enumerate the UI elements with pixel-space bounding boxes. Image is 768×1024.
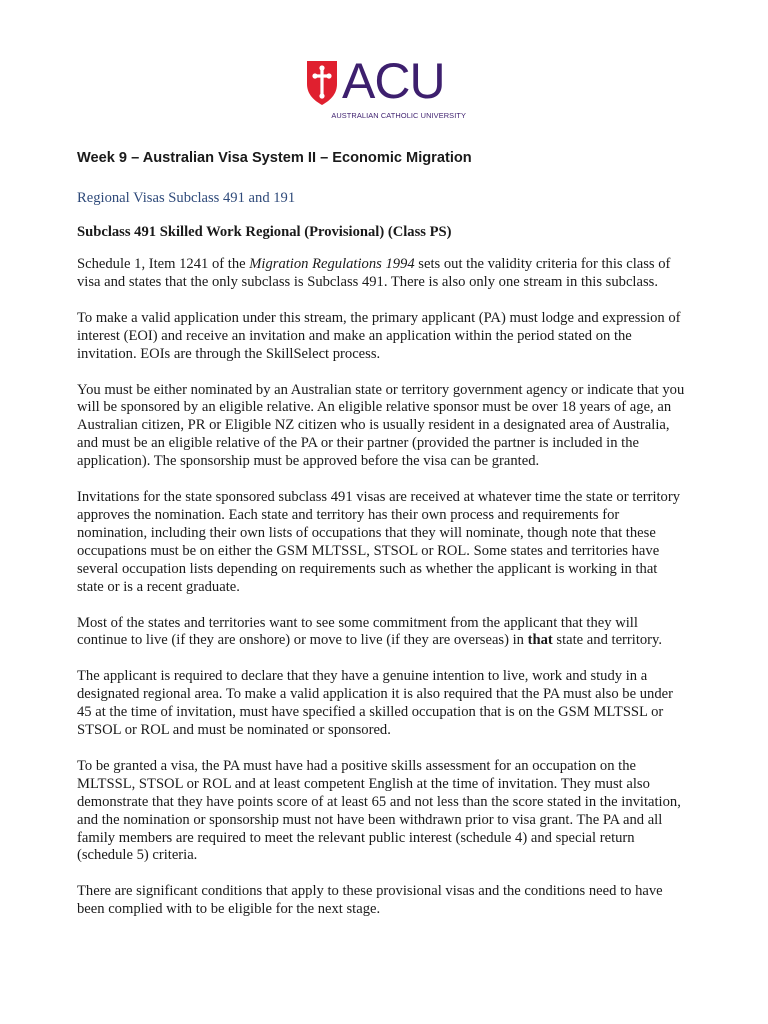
paragraph-1: Schedule 1, Item 1241 of the Migration Regulations 1994 sets out the validity criteria for this class of visa and states that the only subclass is Subclass 491. There is also only one stream in this subclass. bbox=[77, 256, 671, 290]
paragraph-3: You must be either nominated by an Australian state or territory government agency or indicate that you will be sponsored by an eligible relative. An eligible relative sponsor must be over 18 years of age, an Australian citizen, PR or Eligible NZ citizen who is usually resident in a designated area of Australia, and must be an eligible relative of the PA or their partner (provided the partner is included in the application). The sponsorship must be approved before the visa can be granted. bbox=[77, 381, 685, 470]
acu-logo bbox=[306, 53, 476, 122]
document-title: Week 9 – Australian Visa System II – Economic Migration bbox=[77, 150, 472, 166]
paragraph-7: To be granted a visa, the PA must have had a positive skills assessment for an occupation on the MLTSSL, STSOL or ROL and at least competent English at the time of invitation. They must also demonstrate that they have points score of at least 65 and not less than the score stated in the invitation, and the nomination or sponsorship must not have been withdrawn prior to visa grant. The PA and all family members are required to meet the relevant public interest (schedule 4) and special return (schedule 5) criteria. bbox=[77, 757, 681, 864]
paragraph-4: Invitations for the state sponsored subclass 491 visas are received at whatever time the state or territory approves the nomination. Each state and territory has their own process and requirements for nomination, including their own lists of occupations that they will nominate, though note that these occupations must be on either the GSM MLTSSL, STSOL or ROL. Some states and territories have several occupation lists depending on requirements such as whether the applicant is working in that state or is a recent graduate. bbox=[77, 489, 681, 595]
paragraph-8: There are significant conditions that apply to these provisional visas and the conditions need to have been complied with to be eligible for the next stage. bbox=[77, 883, 663, 918]
brand-subtitle: AUSTRALIAN CATHOLIC UNIVERSITY bbox=[331, 111, 466, 120]
paragraph-5: Most of the states and territories want to see some commitment from the applicant that they will continue to live (if they are onshore) or move to live (if they are overseas) in that state and territory. bbox=[77, 614, 663, 649]
brand-name: ACU bbox=[342, 53, 445, 109]
acu-shield-icon bbox=[306, 60, 338, 106]
section-heading: Subclass 491 Skilled Work Regional (Provisional) (Class PS) bbox=[77, 224, 452, 240]
regulations-citation: Migration Regulations 1994 bbox=[249, 256, 415, 272]
document-body bbox=[77, 148, 687, 937]
document-subtitle: Regional Visas Subclass 491 and 191 bbox=[77, 190, 296, 206]
paragraph-6: The applicant is required to declare that they have a genuine intention to live, work and study in a designated regional area. To make a valid application it is also required that the PA must also be under 45 at the time of invitation, must have specified a skilled occupation that is on the GSM MLTSSL or STSOL or ROL and must be nominated or sponsored. bbox=[77, 668, 673, 739]
paragraph-2: To make a valid application under this stream, the primary applicant (PA) must lodge and expression of interest (EOI) and receive an invitation and make an application within the period stated on the invitation. EOIs are through the SkillSelect process. bbox=[77, 309, 681, 362]
emphasis-that: that bbox=[527, 632, 553, 649]
